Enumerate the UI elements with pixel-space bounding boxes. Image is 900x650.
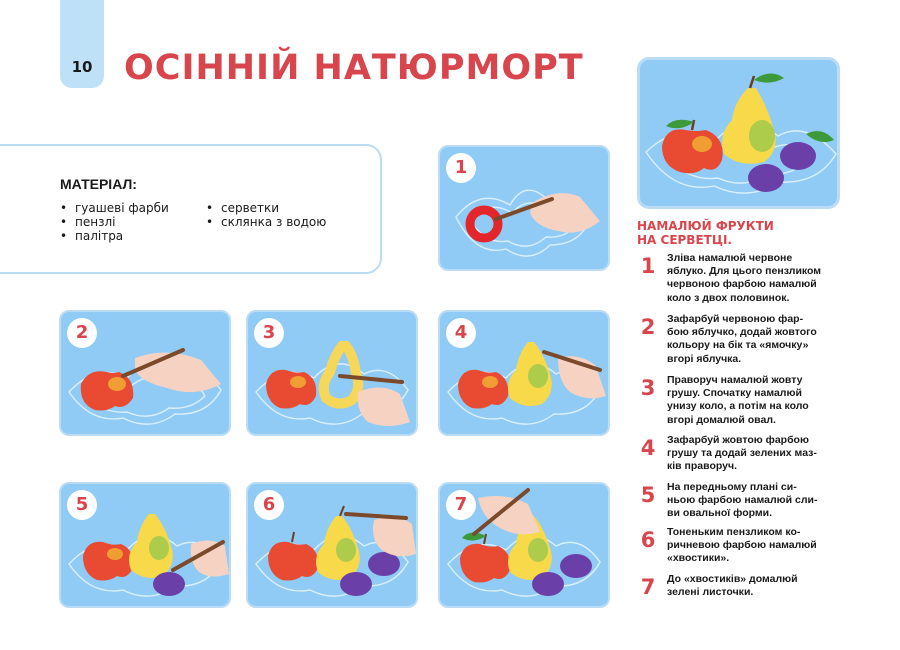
instruction-text	[667, 252, 847, 305]
step-number-badge: 1	[446, 153, 476, 183]
page-title: ОСІННІЙ НАТЮРМОРТ	[124, 48, 584, 88]
step-card-2	[59, 310, 231, 436]
instruction-line: червоною фарбою намалюй	[667, 278, 817, 291]
instruction-line: вгорі яблучка.	[667, 352, 742, 365]
instruction-line: кольору на бік та «ямочку»	[667, 339, 809, 352]
materials-list-right	[206, 201, 326, 229]
step-number-badge: 5	[67, 490, 97, 520]
instruction-line: ви овальної форми.	[667, 507, 773, 520]
instruction-number: 5	[640, 483, 656, 507]
step-number-badge: 6	[254, 490, 284, 520]
instruction-line: грушу. Спочатку намалюй	[667, 387, 802, 400]
instruction-number: 1	[640, 254, 656, 278]
instruction-line: ків праворуч.	[667, 460, 737, 473]
instruction-line: Зафарбуй червоною фар-	[667, 313, 804, 325]
instruction-text	[667, 526, 847, 566]
instruction-line: На передньому плані си-	[667, 481, 797, 493]
instruction-line: коло з двох половинок.	[667, 291, 790, 304]
step-number-badge: 3	[254, 318, 284, 348]
materials-item: • гуашеві фарби	[60, 201, 169, 215]
instruction-line: зелені листочки.	[667, 586, 754, 599]
instruction-number: 4	[640, 436, 656, 460]
step-card-1	[438, 145, 610, 271]
instruction-line: Зліва намалюй червоне	[667, 252, 793, 264]
materials-item: • серветки	[206, 201, 326, 215]
step-number-badge: 2	[67, 318, 97, 348]
instruction-text	[667, 481, 847, 521]
step-card-4	[438, 310, 610, 436]
instruction-line: ричневою фарбою намалюй	[667, 539, 817, 552]
page-number: 10	[71, 58, 93, 76]
instruction-text	[667, 313, 847, 366]
instruction-line: грушу та додай зелених маз-	[667, 447, 817, 460]
step-card-7	[438, 482, 610, 608]
instruction-text	[667, 374, 847, 427]
instruction-line: бою яблучко, додай жовтого	[667, 326, 817, 339]
instruction-line: Праворуч намалюй жовту	[667, 374, 803, 386]
still-life-illustration	[640, 60, 840, 209]
instruction-number: 7	[640, 575, 656, 599]
materials-item: • палітра	[60, 229, 169, 243]
final-still-life-card	[637, 57, 840, 209]
instruction-text	[667, 573, 847, 599]
step-card-6	[246, 482, 418, 608]
step-number-badge: 7	[446, 490, 476, 520]
step-card-3	[246, 310, 418, 436]
instruction-number: 2	[640, 315, 656, 339]
instruction-number: 3	[640, 376, 656, 400]
materials-item: • пензлі	[60, 215, 169, 229]
instruction-line: унизу коло, а потім на коло	[667, 400, 809, 413]
instruction-line: яблуко. Для цього пензликом	[667, 265, 822, 278]
instruction-line: До «хвостиків» домалюй	[667, 573, 798, 585]
instruction-line: вгорі домалюй овал.	[667, 413, 776, 426]
instruction-line: Зафарбуй жовтою фарбою	[667, 434, 809, 446]
instruction-line: ньою фарбою намалюй сли-	[667, 494, 818, 507]
instruction-line: «хвостики».	[667, 552, 730, 565]
step-number-badge: 4	[446, 318, 476, 348]
materials-item: • склянка з водою	[206, 215, 326, 229]
materials-heading: МАТЕРІАЛ:	[60, 176, 137, 192]
instruction-number: 6	[640, 528, 656, 552]
instruction-text	[667, 434, 847, 474]
instructions-heading-line: НА СЕРВЕТЦІ.	[637, 233, 732, 247]
step-card-5	[59, 482, 231, 608]
instruction-line: Тоненьким пензликом ко-	[667, 526, 801, 538]
materials-list-left	[60, 201, 169, 243]
instructions-heading	[637, 219, 827, 247]
instructions-heading-line: НАМАЛЮЙ ФРУКТИ	[637, 219, 774, 233]
